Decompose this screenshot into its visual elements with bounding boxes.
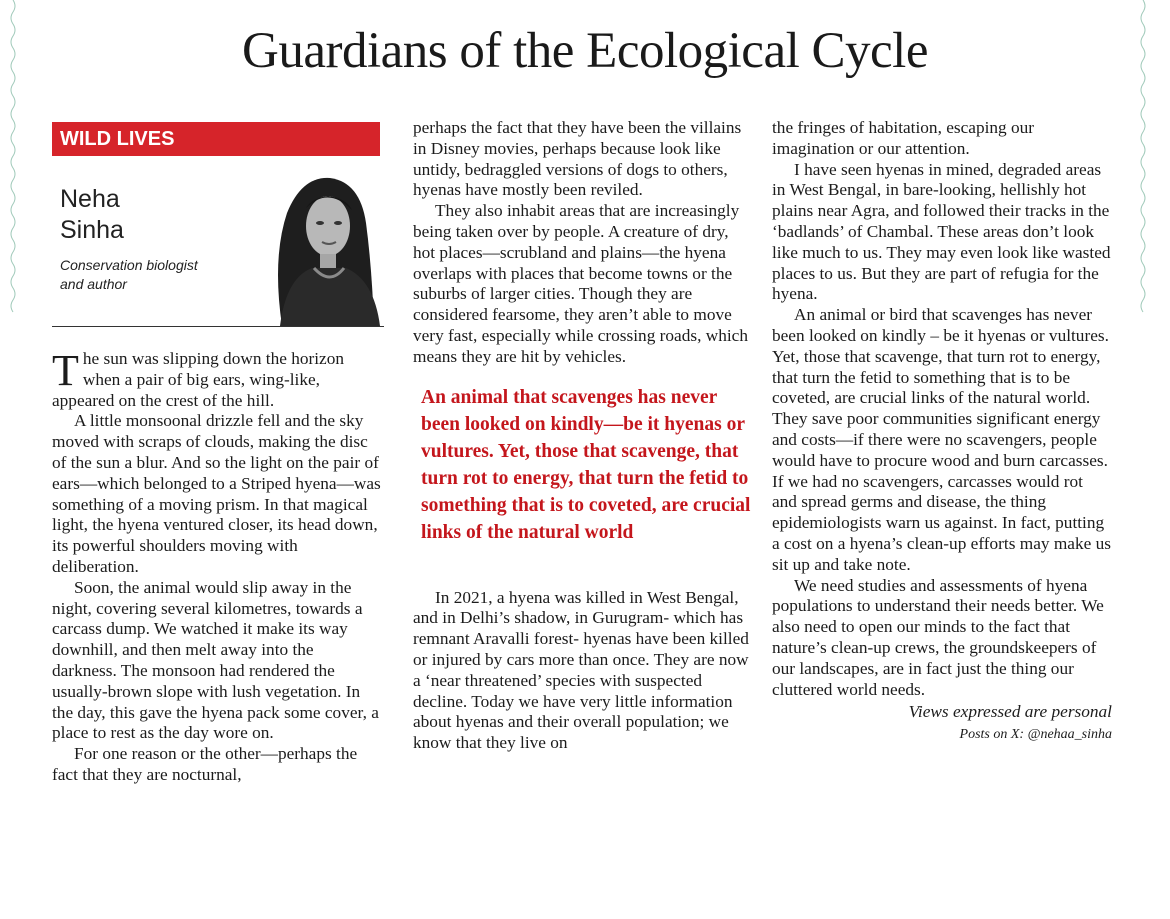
paragraph: We need studies and assessments of hyena populations to understand their needs better. We also need to open our minds to the fact that nature’s clean-up crews, the groundskeepers of our landscapes, are in fact just the thing our cluttered world needs. <box>772 575 1104 699</box>
paragraph: Soon, the animal would slip away in the night, covering several kilometres, towards a carcass dump. We watched it make its way downhill, and then melt away into the darkness. The monsoon had rendered the usually-brown slope with lush vegetation. In the day, this gave the hyena pack some cover, a place to rest as the day wore on. <box>52 577 379 743</box>
column-2 <box>413 118 753 754</box>
drop-cap: T <box>52 346 79 395</box>
social-handle: Posts on X: @nehaa_sinha <box>959 727 1112 743</box>
paragraph: I have seen hyenas in mined, degraded areas in West Bengal, in bare-looking, hellishly hot plains near Agra, and followed their tracks in the ‘badlands’ of Chambal. These areas don’t look like much to us. They may even look like wasted places to us. But they are part of refugia for the hyena. <box>772 159 1111 304</box>
paragraph: A little monsoonal drizzle fell and the sky moved with scraps of clouds, making the disc of the sun a blur. And so the light on the pair of ears—which belonged to a Striped hyena—was something of a moving prism. In that magical light, the hyena ventured closer, its head down, its powerful shoulders moving with deliberation. <box>52 411 381 576</box>
author-role: Conservation biologist and author <box>60 257 198 292</box>
author-name: Neha Sinha <box>60 185 124 244</box>
column-3 <box>772 118 1112 745</box>
paragraph: An animal or bird that scavenges has never been looked on kindly – be it hyenas or vultures. Yet, those that scavenge, that turn rot to energy, that turn the fetid to something that is to be coveted, are crucial links of the natural world. They save poor communities significant energy and costs—if there were no scavengers, people would have to procure wood and burn carcasses. If we had no scavengers, carcasses would rot and spread germs and disease, the thing epidemiologists warn us against. In fact, putting a cost on a hyena’s clean-up efforts may make us sit up and take note. <box>772 305 1111 574</box>
paragraph: The sun was slipping down the horizon when a pair of big ears, wing-like, appeared on the crest of the hill. <box>52 346 344 410</box>
paragraph: the fringes of habitation, escaping our imagination or our attention. <box>772 118 1035 158</box>
author-block <box>52 156 384 327</box>
headline: Guardians of the Ecological Cycle <box>242 23 928 79</box>
disclaimer: Views expressed are personal <box>908 702 1112 722</box>
pull-quote: An animal that scavenges has never been looked on kindly—be it hyenas or vultures. Yet, those that scavenge, that turn rot to energy, that turn the fetid to something that is to coveted, are crucial links of the natural world <box>421 386 751 543</box>
right-decorative-border <box>1138 0 1148 919</box>
paragraph: They also inhabit areas that are increasingly being taken over by people. A creature of dry, hot places—scrubland and plains—the hyena overlaps with places that become towns or the suburbs of larger cities. Though they are considered fearsome, they aren’t able to move very fast, especially while crossing roads, which means they are hit by vehicles. <box>413 201 748 366</box>
paragraph: In 2021, a hyena was killed in West Bengal, and in Delhi’s shadow, in Gurugram- which has remnant Aravalli forest- hyenas have been killed or injured by cars more than once. They are now a ‘near threatened’ species with suspected decline. Today we have very little information about hyenas and their overall population; we know that they live on <box>413 587 749 753</box>
author-portrait <box>242 168 384 326</box>
column-1 <box>52 118 382 786</box>
column-label-banner: WILD LIVES <box>52 122 380 156</box>
paragraph: perhaps the fact that they have been the villains in Disney movies, perhaps because look like untidy, bedraggled versions of dogs to others, hyenas have mostly been reviled. <box>413 118 742 200</box>
left-decorative-border <box>8 0 18 919</box>
paragraph: For one reason or the other—perhaps the fact that they are nocturnal, <box>52 744 358 784</box>
